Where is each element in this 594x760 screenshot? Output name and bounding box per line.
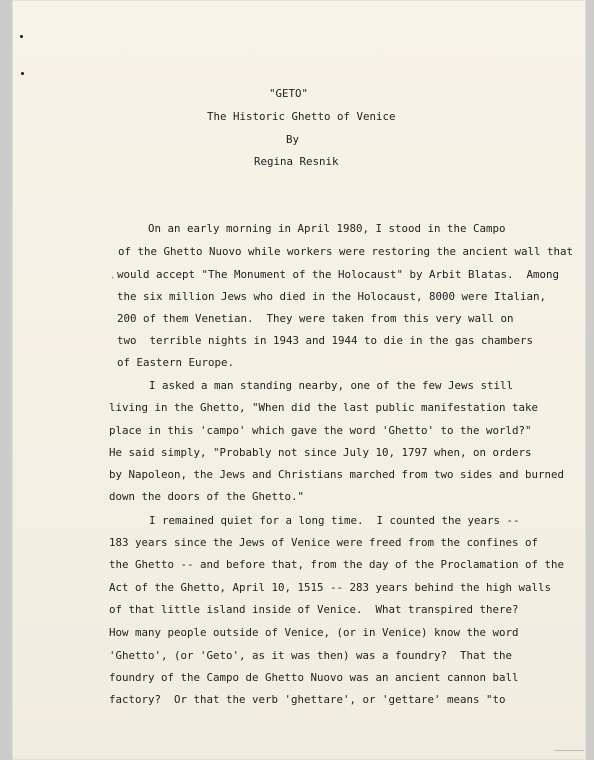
stray-mark: ˎ bbox=[110, 269, 116, 279]
body-line: living in the Ghetto, "When did the last public manifestation take bbox=[109, 401, 539, 414]
document-title: "GETO" bbox=[269, 87, 309, 100]
body-line: 'Ghetto', (or 'Geto', as it was then) was a foundry? That the bbox=[109, 649, 513, 662]
body-line: 200 of them Venetian. They were taken from this very wall on bbox=[117, 312, 514, 325]
document-subtitle: The Historic Ghetto of Venice bbox=[207, 110, 396, 123]
body-line: the Ghetto -- and before that, from the day of the Proclamation of the bbox=[109, 558, 565, 571]
body-line: of the Ghetto Nuovo while workers were restoring the ancient wall that bbox=[118, 245, 574, 258]
body-line: I remained quiet for a long time. I counted the years -- bbox=[149, 514, 520, 527]
body-line: factory? Or that the verb 'ghettare', or 'gettare' means "to bbox=[109, 693, 506, 706]
body-line: of Eastern Europe. bbox=[117, 356, 235, 369]
body-line: the six million Jews who died in the Holocaust, 8000 were Italian, bbox=[117, 290, 547, 303]
body-line: of that little island inside of Venice. What transpired there? bbox=[109, 603, 519, 616]
body-line: How many people outside of Venice, (or in Venice) know the word bbox=[109, 626, 519, 639]
body-line: foundry of the Campo de Ghetto Nuovo was an ancient cannon ball bbox=[109, 671, 519, 684]
body-line: Act of the Ghetto, April 10, 1515 -- 283 years behind the high walls bbox=[109, 581, 552, 594]
body-line: 183 years since the Jews of Venice were freed from the confines of bbox=[109, 536, 539, 549]
by-label: By bbox=[286, 133, 300, 146]
body-line: place in this 'campo' which gave the word 'Ghetto' to the world?" bbox=[109, 424, 532, 437]
scan-edge-mark bbox=[554, 750, 584, 757]
body-line: I asked a man standing nearby, one of the few Jews still bbox=[149, 379, 514, 392]
body-line: would accept "The Monument of the Holocaust" by Arbit Blatas. Among bbox=[117, 268, 560, 281]
body-line: by Napoleon, the Jews and Christians marched from two sides and burned bbox=[109, 468, 565, 481]
body-line: two terrible nights in 1943 and 1944 to die in the gas chambers bbox=[117, 334, 534, 347]
author-name: Regina Resnik bbox=[254, 155, 339, 168]
body-line: He said simply, "Probably not since July 10, 1797 when, on orders bbox=[109, 446, 532, 459]
body-line: down the doors of the Ghetto." bbox=[109, 490, 305, 503]
body-line: On an early morning in April 1980, I stood in the Campo bbox=[148, 222, 506, 235]
punch-hole-mark bbox=[20, 35, 23, 38]
punch-hole-mark bbox=[21, 72, 24, 75]
